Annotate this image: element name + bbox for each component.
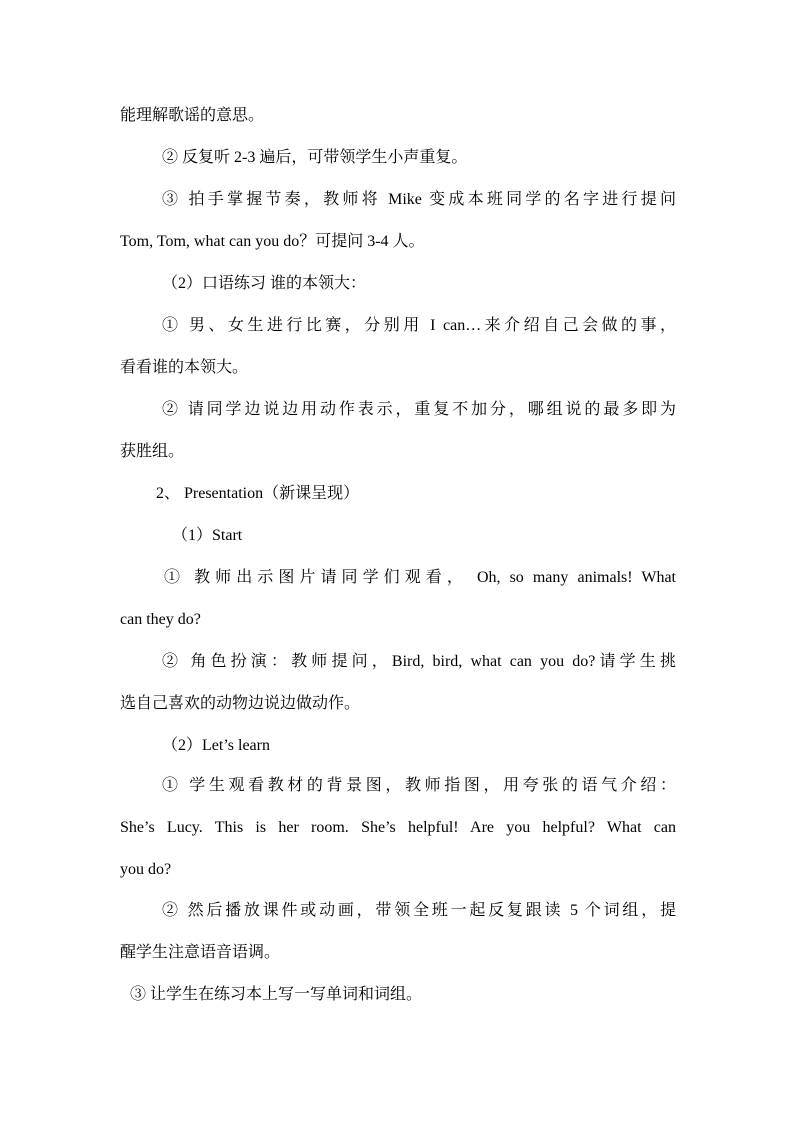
section-heading: 2、 Presentation（新课呈现） [156, 485, 360, 502]
paragraph-line: can they do? [120, 611, 201, 628]
paragraph-line: ③ 让学生在练习本上写一写单词和词组。 [130, 986, 423, 1003]
paragraph-line: ② 然后播放课件或动画，带领全班一起反复跟读 5 个词组，提 [162, 902, 676, 919]
paragraph-line: ② 请同学边说边用动作表示，重复不加分，哪组说的最多即为 [162, 401, 676, 418]
paragraph-line: ② 反复听 2-3 遍后，可带领学生小声重复。 [162, 149, 468, 166]
paragraph-line: 选自己喜欢的动物边说边做动作。 [120, 695, 361, 712]
paragraph-line: 能理解歌谣的意思。 [120, 107, 265, 124]
paragraph-line: 醒学生注意语音语调。 [120, 944, 281, 961]
paragraph-line: ② 角色扮演：教师提问，Bird, bird, what can you do?请学生挑 [162, 653, 676, 670]
subsection-heading: （2）Let’s learn [162, 737, 270, 754]
paragraph-line: 获胜组。 [120, 443, 185, 460]
paragraph-line: ③ 拍手掌握节奏，教师将 Mike 变成本班同学的名字进行提问 [162, 191, 676, 208]
paragraph-line: ① 教师出示图片请同学们观看， Oh, so many animals! What [164, 569, 676, 586]
paragraph-line: Tom, Tom, what can you do？可提问 3-4 人。 [120, 233, 425, 250]
paragraph-line: 看看谁的本领大。 [120, 359, 249, 376]
paragraph-line: you do? [120, 861, 172, 878]
paragraph-line: （2）口语练习 谁的本领大： [162, 275, 367, 292]
paragraph-line: ① 学生观看教材的背景图，教师指图，用夸张的语气介绍： [162, 777, 676, 794]
paragraph-line: ① 男、女生进行比赛，分别用 I can…来介绍自己会做的事， [162, 317, 676, 334]
paragraph-line: She’s Lucy. This is her room. She’s helpful! Are you helpful? What can [120, 819, 676, 836]
subsection-heading: （1）Start [172, 527, 243, 544]
